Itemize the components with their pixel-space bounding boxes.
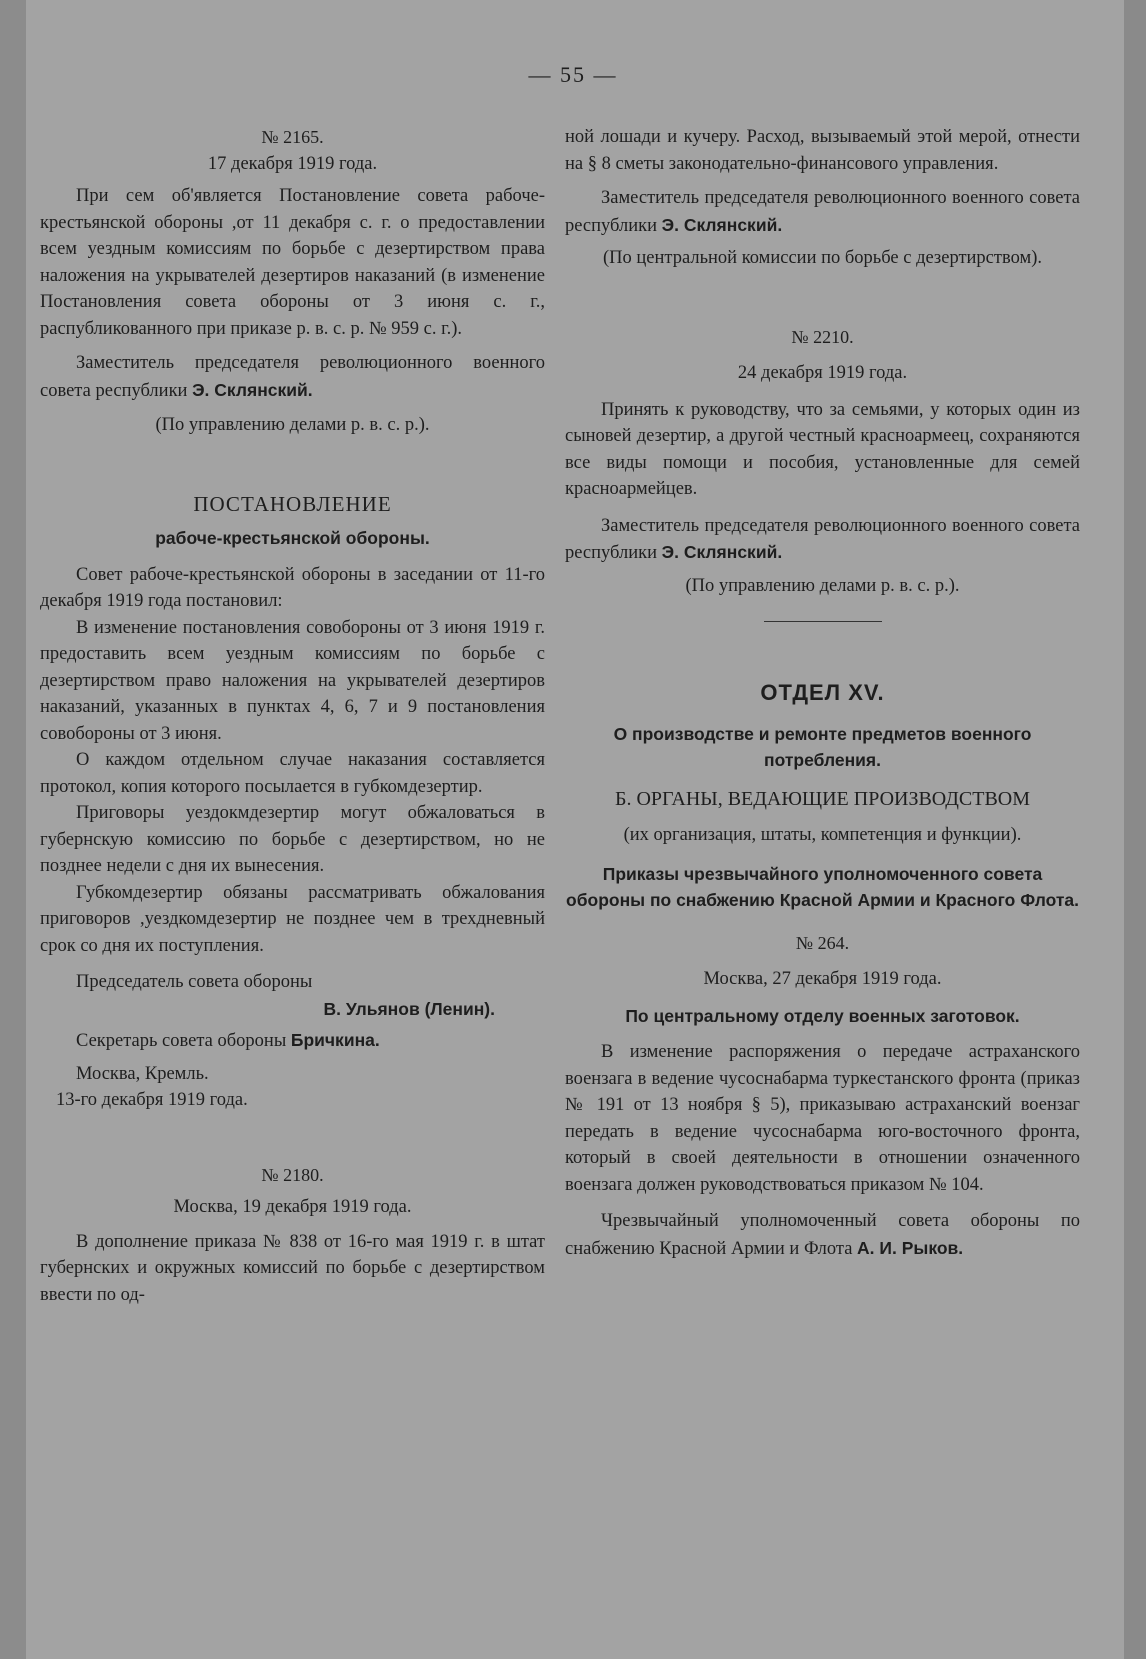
signature-text: Заместитель председателя революционного военного совета республики bbox=[565, 188, 1080, 236]
decree-paragraph: В изменение постановления совобороны от 3 июня 1919 г. предоставить всем уездным комиссиям по борьбе с дезертирством право наложения на укрывателей дезертиров наказаний, указанных в пунктах 4, 6, 7 и 9 постановления совобороны от 3 июня. bbox=[40, 617, 545, 744]
order-heading: По центральному отделу военных заготовок. bbox=[625, 1005, 1020, 1026]
decree-paragraph: О каждом отдельном случае наказания составляется протокол, копия которого посылается в губкомдезертир. bbox=[40, 750, 545, 797]
order-text-continued: ной лошади и кучеру. Расход, вызываемый этой мерой, отнести на § 8 сметы законодательно-финансового управления. bbox=[565, 127, 1080, 174]
page-edge-right bbox=[1124, 0, 1146, 1659]
left-column bbox=[40, 124, 545, 1308]
order-note: (По управлению делами р. в. с. р.). bbox=[685, 575, 960, 596]
order-date: 24 декабря 1919 года. bbox=[737, 363, 908, 383]
part-subtitle: (их организация, штаты, компетенция и функции). bbox=[623, 825, 1022, 845]
signature-block bbox=[565, 1208, 1080, 1262]
order-note: (По управлению делами р. в. с. р.). bbox=[155, 415, 430, 435]
section-title: ОТДЕЛ XV. bbox=[760, 680, 885, 705]
signature-text: Чрезвычайный уполномоченный совета обороны по снабжению Красной Армии и Флота bbox=[565, 1211, 1080, 1259]
order-note: (По центральной комиссии по борьбе с дезертирством). bbox=[603, 248, 1042, 268]
section-divider bbox=[764, 621, 882, 622]
orders-heading: Приказы чрезвычайного уполномоченного совета обороны по снабжению Красной Армии и Красного Флота. bbox=[566, 863, 1079, 910]
signature-block bbox=[565, 513, 1080, 567]
order-text: В изменение распоряжения о передаче астраханского воензага в ведение чусоснабарма туркестанского фронта (приказ № 191 от 13 ноября § 5), приказываю астраханский воензаг передать в ведение чусоснабарма юго-восточного фронта, который в своей деятельности в отношении означенного воензага должен руководствоваться приказом № 104. bbox=[565, 1042, 1080, 1195]
section-subtitle: О производстве и ремонте предметов военного потребления. bbox=[613, 723, 1032, 770]
decree-paragraph: Губкомдезертир обязаны рассматривать обжалования приговоров ,уездкомдезертир не позднее чем в трехдневный срок со дня их поступления. bbox=[40, 882, 545, 956]
secretary-name: Бричкина. bbox=[290, 1030, 380, 1050]
order-text: При сем об'является Постановление совета рабоче-крестьянской обороны ,от 11 декабря с. г. о предоставлении всем уездным комиссиям по борьбе с дезертирством права наложения на укрывателей дезертиров наказаний (в изменение Постановления совета обороны от 3 июня с. г., распубликованного при приказе р. в. с. р. № 959 с. г.). bbox=[40, 186, 545, 339]
order-text: В дополнение приказа № 838 от 16-го мая 1919 г. в штат губернских и окружных комиссий по борьбе с дезертирством ввести по од- bbox=[40, 1231, 545, 1305]
order-text: Принять к руководству, что за семьями, у которых один из сыновей дезертир, а другой честный красноармеец, сохраняются все виды помощи и пособия, установленные для семей красноармейцев. bbox=[565, 399, 1080, 499]
signature-name: Э. Склянский. bbox=[661, 542, 783, 562]
decree-subheading: рабоче-крестьянской обороны. bbox=[155, 528, 430, 548]
order-date: Москва, 19 декабря 1919 года. bbox=[173, 1197, 412, 1217]
signature-text: Заместитель председателя революционного военного совета республики bbox=[565, 515, 1080, 563]
decree-date: 13-го декабря 1919 года. bbox=[56, 1090, 248, 1110]
order-date: 17 декабря 1919 года. bbox=[207, 153, 378, 174]
page-number: — 55 — bbox=[528, 62, 618, 87]
order-number: № 2210. bbox=[791, 326, 854, 347]
decree-heading: ПОСТАНОВЛЕНИЕ bbox=[193, 491, 392, 516]
page-edge-left bbox=[0, 0, 26, 1659]
decree-intro: Совет рабоче-крестьянской обороны в заседании от 11-го декабря 1919 года постановил: bbox=[40, 564, 545, 611]
signature-name: А. И. Рыков. bbox=[857, 1237, 964, 1258]
order-number: № 264. bbox=[795, 932, 850, 953]
signature-text: Заместитель председателя революционного военного совета республики bbox=[40, 353, 545, 401]
order-date: Москва, 27 декабря 1919 года. bbox=[703, 969, 942, 989]
decree-paragraph: Приговоры уездокмдезертир могут обжаловаться в губернскую комиссию по борьбе с дезертирством, но не позднее недели с дня их вынесения. bbox=[40, 803, 545, 876]
signature-name: Э. Склянский. bbox=[661, 214, 783, 235]
signature-block bbox=[40, 350, 545, 404]
chair-label: Председатель совета обороны bbox=[76, 972, 313, 992]
decree-place: Москва, Кремль. bbox=[76, 1063, 209, 1084]
order-number: № 2180. bbox=[261, 1164, 324, 1185]
secretary-label: Секретарь совета обороны bbox=[76, 1031, 287, 1051]
signature-block bbox=[565, 185, 1080, 239]
chair-name: В. Ульянов (Ленин). bbox=[323, 998, 495, 1019]
signature-name: Э. Склянский. bbox=[192, 379, 313, 400]
part-title: Б. ОРГАНЫ, ВЕДАЮЩИЕ ПРОИЗВОДСТВОМ bbox=[614, 787, 1031, 810]
order-number: № 2165. bbox=[261, 127, 324, 147]
right-column bbox=[565, 124, 1080, 1262]
secretary-line bbox=[40, 1027, 545, 1055]
